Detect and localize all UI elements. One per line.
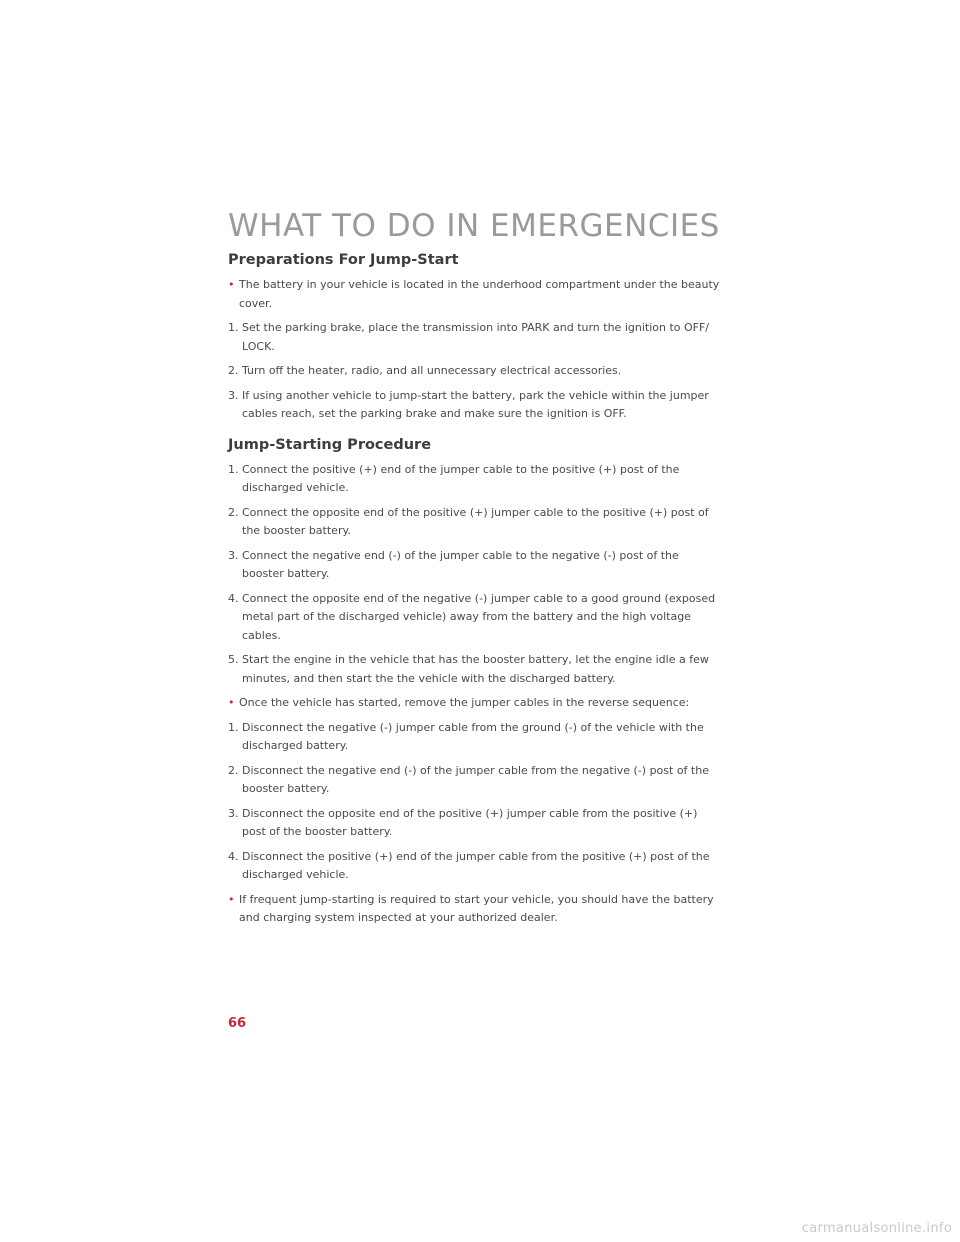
- step-text: Connect the opposite end of the negative (-) jumper cable to a good ground (exposed metal part of the discharged vehicle) away from the battery and the high voltage cables.: [242, 591, 716, 642]
- procedure-step-3: [228, 547, 720, 584]
- step-number: 1.: [228, 321, 239, 334]
- remove-step-3: [228, 805, 720, 842]
- bullet-marker: •: [228, 892, 235, 906]
- step-text: Disconnect the positive (+) end of the jumper cable from the positive (+) post of the discharged vehicle.: [242, 849, 710, 881]
- step-number: 5.: [228, 653, 239, 666]
- step-text: Connect the positive (+) end of the jumper cable to the positive (+) post of the discharged vehicle.: [242, 462, 680, 494]
- step-number: 3.: [228, 806, 239, 820]
- bullet-marker: •: [228, 696, 235, 709]
- prep-bullet: [228, 276, 720, 313]
- remove-step-4: [228, 848, 720, 885]
- heading-procedure: Jump-Starting Procedure: [228, 436, 432, 453]
- step-text: Disconnect the negative (-) jumper cable from the ground (-) of the vehicle with the discharged battery.: [242, 720, 704, 752]
- procedure-step-1: [228, 461, 720, 498]
- step-number: 3.: [228, 388, 239, 402]
- step-number: 2.: [228, 763, 239, 777]
- step-text: Start the engine in the vehicle that has the booster battery, let the engine idle a few minutes, and then start the the vehicle with the discharged battery.: [242, 653, 709, 685]
- step-text: If using another vehicle to jump-start the battery, park the vehicle within the jumper cables reach, set the parking brake and make sure the ignition is OFF.: [242, 388, 709, 420]
- step-number: 3.: [228, 548, 239, 562]
- step-number: 2.: [228, 505, 239, 519]
- step-text: Connect the opposite end of the positive (+) jumper cable to the positive (+) post of the booster battery.: [242, 505, 709, 537]
- prep-step-2: [228, 362, 720, 381]
- remove-step-2: [228, 762, 720, 799]
- step-text: Set the parking brake, place the transmission into PARK and turn the ignition to OFF/ LOCK.: [242, 321, 710, 353]
- step-number: 4.: [228, 591, 239, 605]
- step-number: 4.: [228, 849, 239, 863]
- step-text: Connect the negative end (-) of the jumper cable to the negative (-) post of the booster battery.: [242, 548, 679, 580]
- bullet-marker: •: [228, 278, 235, 291]
- page-content: [228, 252, 720, 934]
- step-number: 1.: [228, 462, 239, 476]
- final-bullet-text: If frequent jump-starting is required to start your vehicle, you should have the battery and charging system inspected at your authorized dealer.: [239, 892, 714, 924]
- step-number: 1.: [228, 720, 239, 734]
- procedure-step-5: [228, 651, 720, 688]
- step-number: 2.: [228, 364, 239, 377]
- prep-step-1: [228, 319, 720, 356]
- page-number: 66: [228, 1016, 247, 1031]
- final-bullet: [228, 891, 720, 928]
- remove-step-1: [228, 719, 720, 756]
- watermark: carmanualsonline.info: [801, 1221, 952, 1236]
- step-text: Disconnect the opposite end of the positive (+) jumper cable from the positive (+) post of the booster battery.: [242, 806, 698, 838]
- heading-preparations: Preparations For Jump-Start: [228, 252, 459, 268]
- step-text: Turn off the heater, radio, and all unnecessary electrical accessories.: [242, 364, 622, 377]
- remove-bullet: [228, 694, 720, 713]
- section-title: WHAT TO DO IN EMERGENCIES: [228, 208, 720, 244]
- prep-step-3: [228, 387, 720, 424]
- step-text: Disconnect the negative end (-) of the jumper cable from the negative (-) post of the booster battery.: [242, 763, 709, 795]
- prep-bullet-text: The battery in your vehicle is located in the underhood compartment under the beauty cover.: [239, 278, 720, 310]
- procedure-step-4: [228, 590, 720, 646]
- procedure-step-2: [228, 504, 720, 541]
- remove-bullet-text: Once the vehicle has started, remove the jumper cables in the reverse sequence:: [239, 696, 690, 709]
